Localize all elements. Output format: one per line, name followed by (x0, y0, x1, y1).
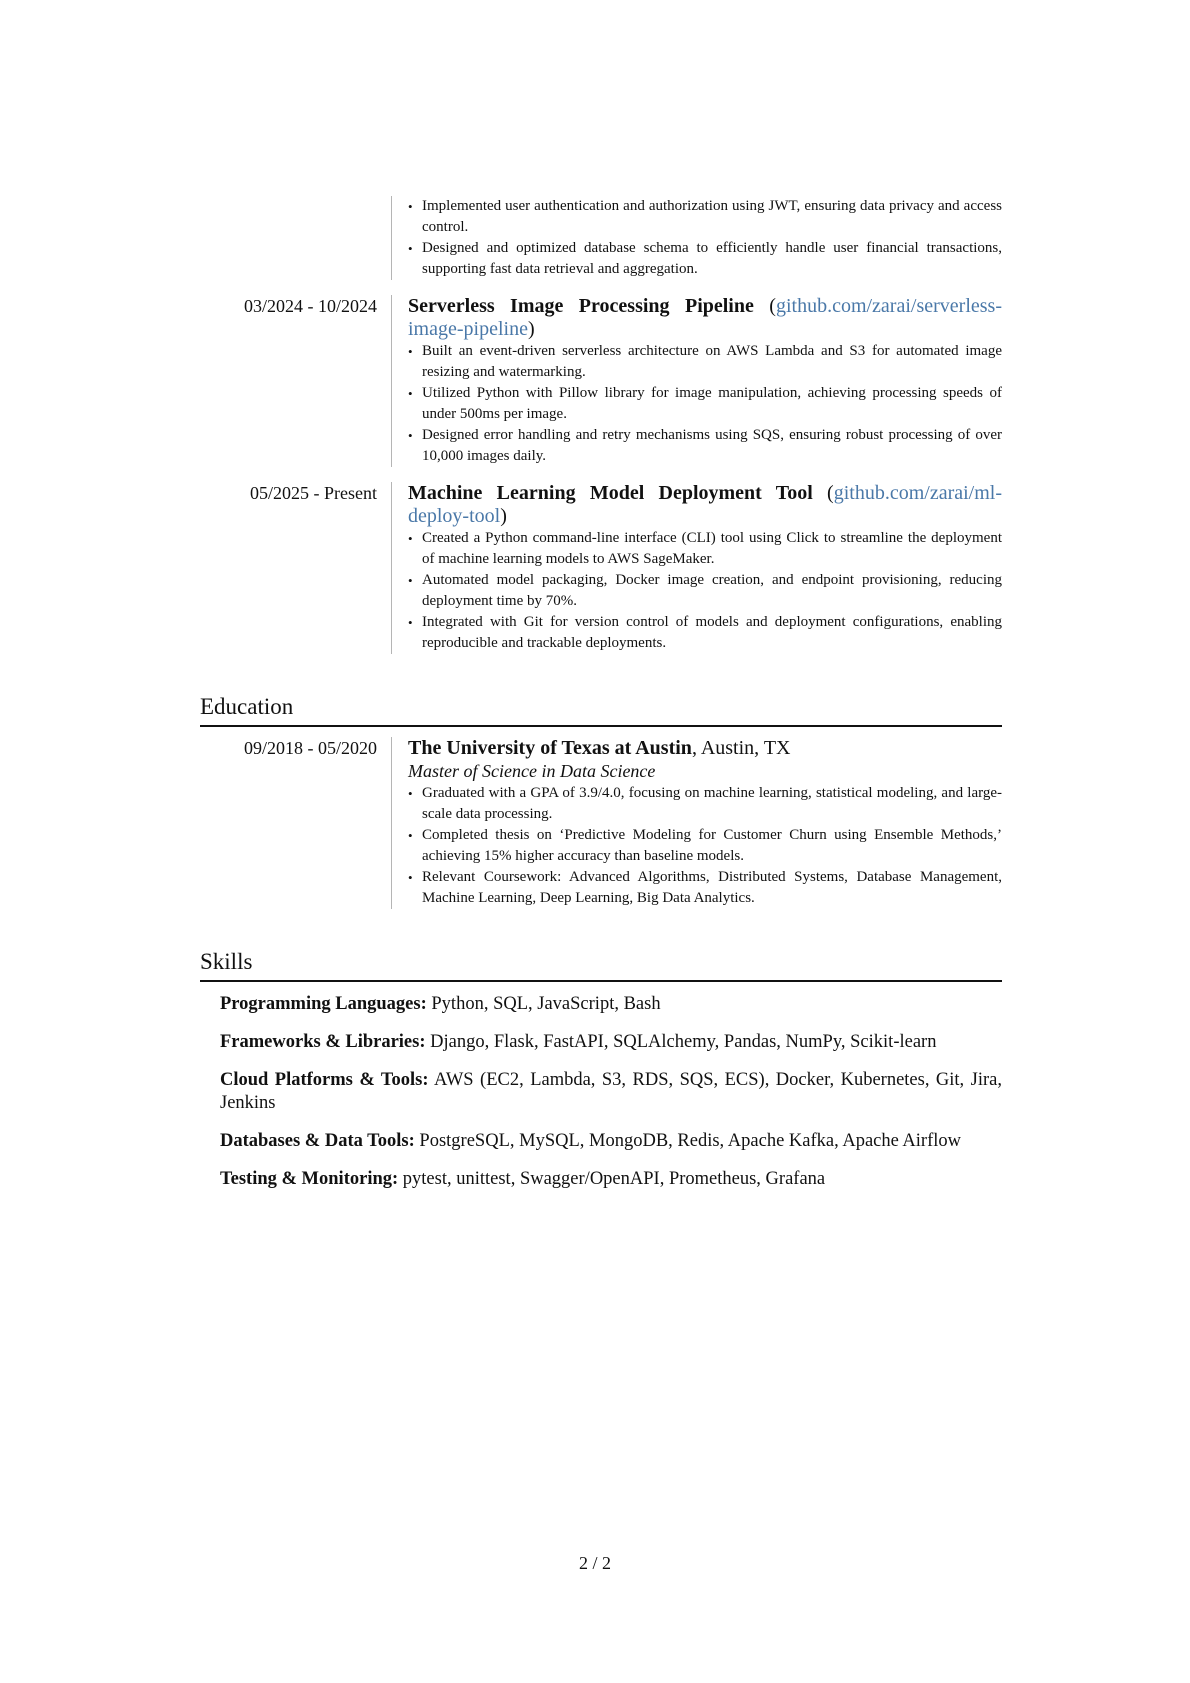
skill-label: Frameworks & Libraries: (220, 1032, 426, 1052)
education-body (391, 737, 1002, 909)
bullet-item: • Graduated with a GPA of 3.9/4.0, focusing on machine learning, statistical modeling, and large-scale data processing. (408, 783, 1002, 825)
skill-value: PostgreSQL, MySQL, MongoDB, Redis, Apache Kafka, Apache Airflow (419, 1131, 961, 1151)
project-link[interactable]: github.com/zarai/ml-deploy-tool (408, 482, 1002, 527)
education-bullets (408, 783, 1002, 909)
project-title: Serverless Image Processing Pipeline (408, 295, 754, 317)
section-heading: Education (200, 692, 1002, 727)
project-body (391, 482, 1002, 654)
project-bullets (408, 196, 1002, 280)
education-date: 09/2018 - 05/2020 (244, 738, 377, 758)
bullet-item: • Built an event-driven serverless architecture on AWS Lambda and S3 for automated image resizing and watermarking. (408, 341, 1002, 383)
bullet-item: • Integrated with Git for version control of models and deployment configurations, enabling reproducible and trackable deployments. (408, 612, 1002, 654)
bullet-item: • Completed thesis on ‘Predictive Modeling for Customer Churn using Ensemble Methods,’ achieving 15% higher accuracy than baseline models. (408, 825, 1002, 867)
bullet-item: • Implemented user authentication and authorization using JWT, ensuring data privacy and access control. (408, 196, 1002, 238)
project-body (391, 196, 1002, 280)
skill-label: Cloud Platforms & Tools: (220, 1070, 429, 1090)
skill-item (220, 993, 1002, 1016)
degree: Master of Science in Data Science (408, 761, 656, 781)
skill-value: Python, SQL, JavaScript, Bash (431, 994, 661, 1014)
skill-label: Databases & Data Tools: (220, 1131, 415, 1151)
skill-label: Testing & Monitoring: (220, 1169, 399, 1189)
project-bullets (408, 528, 1002, 654)
skill-item (220, 1069, 1002, 1115)
project-heading: Machine Learning Model Deployment Tool (github.com/zarai/ml-deploy-tool) (408, 482, 1002, 527)
project-heading: Serverless Image Processing Pipeline (github.com/zarai/serverless-image-pipeline) (408, 295, 1002, 340)
skill-item (220, 1130, 1002, 1153)
skill-value: Django, Flask, FastAPI, SQLAlchemy, Pandas, NumPy, Scikit-learn (430, 1032, 937, 1052)
skills-section (200, 947, 1002, 982)
bullet-item: • Relevant Coursework: Advanced Algorithms, Distributed Systems, Database Management, Machine Learning, Deep Learning, Big Data Analytics. (408, 867, 1002, 909)
project-bullets (408, 341, 1002, 467)
bullet-item: • Created a Python command-line interface (CLI) tool using Click to streamline the deployment of machine learning models to AWS SageMaker. (408, 528, 1002, 570)
skill-value: pytest, unittest, Swagger/OpenAPI, Prometheus, Grafana (402, 1169, 826, 1189)
skill-value: AWS (EC2, Lambda, S3, RDS, SQS, ECS), Docker, Kubernetes, Git, Jira, Jenkins (220, 1070, 1002, 1113)
project-date: 03/2024 - 10/2024 (244, 296, 377, 316)
bullet-item: • Designed error handling and retry mechanisms using SQS, ensuring robust processing of over 10,000 images daily. (408, 425, 1002, 467)
skill-item (220, 1168, 1002, 1191)
project-body (391, 295, 1002, 467)
project-date: 05/2025 - Present (250, 483, 377, 503)
education-section (200, 692, 1002, 727)
school-location: , Austin, TX (691, 737, 791, 759)
school-name: The University of Texas at Austin (408, 737, 692, 759)
skill-item (220, 1031, 1002, 1054)
bullet-item: • Designed and optimized database schema to efficiently handle user financial transactions, supporting fast data retrieval and aggregation. (408, 238, 1002, 280)
page-number: 2 / 2 (578, 1553, 611, 1573)
section-heading: Skills (200, 947, 1002, 982)
bullet-item: • Utilized Python with Pillow library for image manipulation, achieving processing speeds of under 500ms per image. (408, 383, 1002, 425)
education-heading (408, 737, 1002, 760)
bullet-item: • Automated model packaging, Docker image creation, and endpoint provisioning, reducing deployment time by 70%. (408, 570, 1002, 612)
skill-label: Programming Languages: (220, 994, 427, 1014)
skills-list (220, 993, 1002, 1206)
project-title: Machine Learning Model Deployment Tool (408, 482, 813, 504)
project-link[interactable]: github.com/zarai/serverless-image-pipeline (408, 295, 1002, 340)
